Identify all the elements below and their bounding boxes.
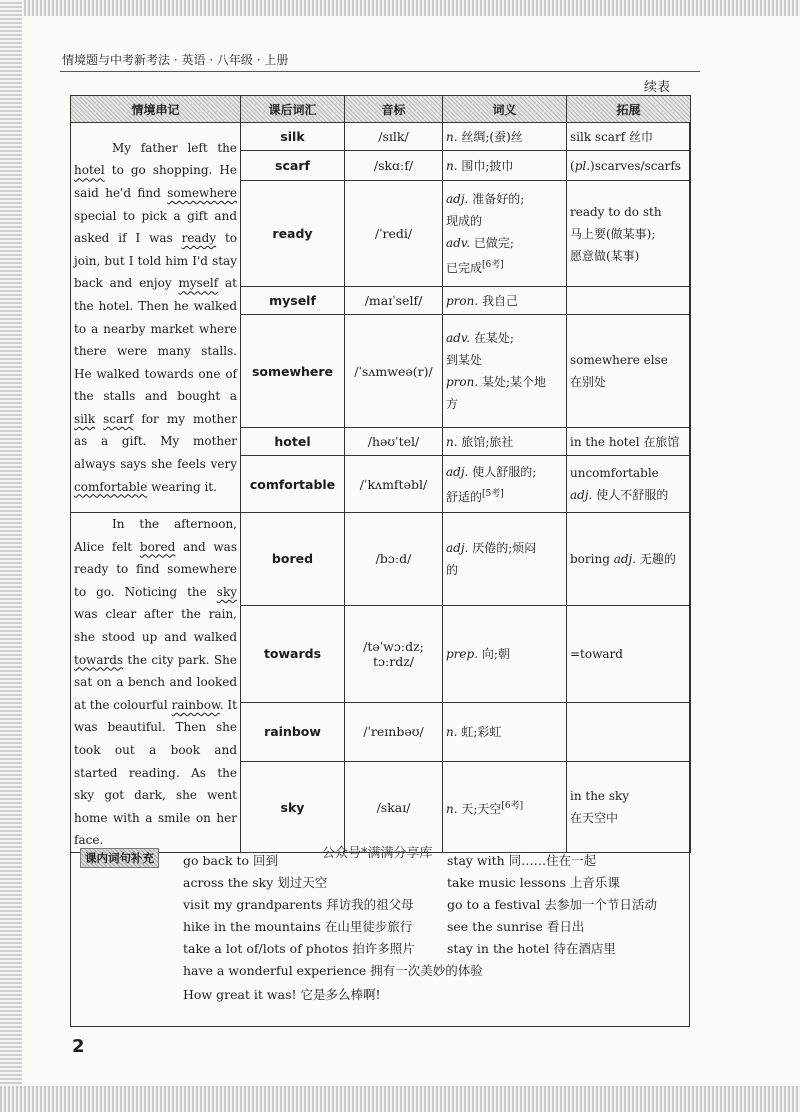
ext-seg: silk scarf 丝巾	[570, 129, 653, 144]
phrase-item: stay with 同……住在一起	[447, 853, 597, 868]
phonetic: /skɑːf/	[345, 151, 443, 181]
ext-seg: 愿意做(某事)	[570, 248, 640, 263]
mean-seg: 已做完;	[470, 236, 514, 250]
mean-line	[446, 210, 563, 232]
extension-cell	[567, 762, 691, 853]
part-of-speech: adj.	[446, 192, 469, 206]
mean-seg: 天;天空	[457, 801, 502, 816]
exam-count: [6考]	[501, 800, 524, 811]
vocab-highlight: somewhere	[167, 185, 237, 200]
vocab-word: sky	[241, 762, 345, 853]
extension-cell	[567, 513, 691, 606]
vocabulary-table	[70, 95, 691, 853]
vocab-word: hotel	[241, 428, 345, 456]
ext-seg: 马上要(做某事);	[570, 226, 656, 241]
ext-seg: in the sky	[570, 789, 630, 804]
mean-line	[446, 188, 563, 210]
phonetic: /maɪˈself/	[345, 287, 443, 315]
phrase-item: take a lot of/lots of photos 拍许多照片	[183, 941, 415, 956]
scene-text	[95, 412, 103, 426]
vocab-word: somewhere	[241, 315, 345, 428]
part-of-speech: adj.	[446, 464, 469, 479]
vocab-highlight: silk	[74, 411, 96, 426]
meaning-cell	[443, 702, 567, 762]
part-of-speech: adj.	[613, 551, 637, 566]
phonetic: /bɔːd/	[345, 513, 443, 606]
ext-line	[570, 462, 687, 484]
scene-paragraph-1	[71, 123, 241, 513]
ext-line	[570, 548, 687, 570]
vocab-word: myself	[241, 287, 345, 315]
meaning-cell	[443, 181, 567, 287]
ext-seg: (	[570, 158, 575, 173]
scene-paragraph-2	[71, 513, 241, 853]
part-of-speech: adj.	[446, 540, 469, 555]
extension-cell	[567, 702, 691, 762]
scan-edge-left	[0, 0, 22, 1112]
mean-line	[446, 483, 563, 508]
ext-line	[570, 201, 687, 223]
phrase-item: hike in the mountains 在山里徒步旅行	[183, 919, 413, 934]
mean-line	[446, 126, 563, 148]
header-vocabulary: 课后词汇	[241, 96, 345, 123]
ext-line	[570, 807, 687, 829]
part-of-speech: n.	[446, 434, 458, 449]
part-of-speech: pl.	[574, 158, 591, 173]
ext-seg: 无趣的	[636, 551, 676, 566]
phonetic: /həʊˈtel/	[345, 428, 443, 456]
mean-line	[446, 461, 563, 483]
scene-text: and was ready to find somewhere to go. Noticing the	[74, 539, 237, 599]
mean-seg: 方	[446, 397, 459, 411]
mean-line	[446, 431, 563, 453]
extension-cell	[567, 181, 691, 287]
table-row	[71, 513, 691, 606]
mean-seg: 我自己	[478, 293, 519, 308]
scene-text: to join, but I told him I'd stay back and enjoy	[74, 231, 237, 291]
mean-line	[446, 155, 563, 177]
meaning-cell	[443, 428, 567, 456]
vocab-word: ready	[241, 181, 345, 287]
mean-seg: 丝绸;(蚕)丝	[457, 129, 523, 144]
mean-seg: 虹;彩虹	[457, 724, 502, 739]
scan-edge-bottom	[0, 1086, 800, 1112]
header-extension: 拓展	[567, 96, 691, 123]
exam-count: [6考]	[482, 260, 504, 270]
ext-line	[570, 245, 687, 267]
phonetic: /sɪlk/	[345, 123, 443, 151]
continued-label: 续表	[644, 80, 671, 95]
phonetic: /ˈkʌmftəbl/	[345, 456, 443, 513]
mean-line	[446, 290, 563, 312]
mean-line	[446, 371, 563, 393]
meaning-cell	[443, 287, 567, 315]
vocab-word: bored	[241, 513, 345, 606]
phrase-item: visit my grandparents 拜访我的祖父母	[183, 897, 414, 912]
mean-seg: 现成的	[446, 214, 483, 228]
supplement-label: 课内词句补充	[80, 848, 159, 868]
mean-seg: 旅馆;旅社	[457, 434, 514, 449]
mean-seg: 围巾;披巾	[457, 158, 514, 173]
vocab-word: comfortable	[241, 456, 345, 513]
mean-line	[446, 232, 563, 254]
vocab-highlight: comfortable	[74, 479, 148, 494]
part-of-speech: n.	[446, 801, 458, 816]
ext-line	[570, 484, 687, 506]
part-of-speech: pron.	[446, 293, 479, 308]
mean-line	[446, 721, 563, 743]
vocab-word: scarf	[241, 151, 345, 181]
phonetic: /ˈredi/	[345, 181, 443, 287]
header-rule	[60, 71, 700, 72]
vocab-word: towards	[241, 605, 345, 702]
header-meaning: 词义	[443, 96, 567, 123]
extension-cell	[567, 605, 691, 702]
mean-line	[446, 254, 563, 279]
meaning-cell	[443, 513, 567, 606]
phrase-item: go to a festival 去参加一个节日活动	[447, 897, 657, 912]
phrase-item: go back to 回到	[183, 853, 279, 868]
mean-seg: 舒适的	[446, 489, 483, 504]
mean-seg: 向;朝	[478, 646, 510, 661]
ext-line	[570, 349, 687, 371]
scan-edge-top	[0, 0, 800, 16]
meaning-cell	[443, 151, 567, 181]
part-of-speech: n.	[446, 129, 458, 144]
ext-line	[570, 126, 687, 148]
running-title: 情境题与中考新考法 · 英语 · 八年级 · 上册	[62, 53, 289, 67]
phonetic: /ˈreɪnbəʊ/	[345, 702, 443, 762]
mean-line	[446, 643, 563, 665]
ext-seg: 使人不舒服的	[592, 488, 669, 502]
mean-seg: 使人舒服的;	[468, 464, 537, 479]
vocab-highlight: towards	[74, 652, 124, 667]
meaning-cell	[443, 456, 567, 513]
scene-text: was clear after the rain, she stood up and walked	[74, 607, 237, 644]
extension-cell	[567, 315, 691, 428]
ext-seg: =toward	[570, 646, 623, 661]
part-of-speech: adv.	[446, 331, 471, 345]
scene-text: to go shopping. He said he'd find	[74, 163, 237, 200]
mean-line	[446, 327, 563, 349]
phrase-item: How great it was! 它是多么棒啊!	[183, 987, 381, 1002]
ext-seg: boring	[570, 551, 614, 566]
scene-text: at the hotel. Then he walked to a nearby market where there were many stalls. He walked towards one of the stalls and bought a	[74, 276, 238, 404]
extension-cell	[567, 123, 691, 151]
ext-seg: 在天空中	[570, 811, 619, 826]
part-of-speech: n.	[446, 724, 458, 739]
table-row	[71, 123, 691, 151]
watermark: 公众号*满满分享库	[322, 846, 433, 861]
mean-line	[446, 559, 563, 581]
mean-seg: 某处;某个地	[478, 375, 547, 389]
part-of-speech: prep.	[446, 646, 479, 661]
ext-seg: ready to do sth	[570, 204, 662, 219]
scene-text: My father left the	[112, 140, 237, 155]
ext-line	[570, 223, 687, 245]
ext-seg: somewhere else	[570, 353, 668, 367]
ext-line	[570, 155, 687, 177]
ext-seg: 在别处	[570, 375, 607, 389]
mean-seg: 的	[446, 562, 459, 577]
ext-seg: in the hotel 在旅馆	[570, 434, 680, 449]
part-of-speech: pron.	[446, 375, 479, 389]
phrase-item: stay in the hotel 待在酒店里	[447, 941, 616, 956]
ext-seg: )scarves/scarfs	[590, 158, 681, 173]
mean-seg: 厌倦的;烦闷	[468, 540, 537, 555]
exam-count: [5考]	[482, 488, 504, 499]
scene-text: for my mother as a gift. My mother always says she feels very	[74, 411, 237, 472]
ext-line	[570, 643, 687, 665]
part-of-speech: n.	[446, 158, 458, 173]
part-of-speech: adv.	[446, 236, 471, 250]
page-number: 2	[72, 1036, 85, 1057]
mean-seg: 在某处;	[470, 331, 514, 345]
ext-line	[570, 785, 687, 807]
extension-cell	[567, 287, 691, 315]
extension-cell	[567, 428, 691, 456]
scene-text: In the afternoon, Alice felt	[74, 517, 237, 554]
phrase-item: take music lessons 上音乐课	[447, 875, 620, 890]
ext-seg: uncomfortable	[570, 466, 659, 480]
vocab-highlight: sky	[216, 584, 237, 599]
mean-line	[446, 349, 563, 371]
mean-seg: 已完成	[446, 261, 483, 275]
scene-text: the city park. She sat on a bench and looked at the colourful	[74, 652, 237, 712]
part-of-speech: adj.	[570, 488, 593, 502]
extension-cell	[567, 151, 691, 181]
vocab-highlight: hotel	[74, 163, 105, 178]
phrase-item: have a wonderful experience 拥有一次美妙的体验	[183, 963, 483, 978]
mean-line	[446, 393, 563, 415]
scene-text: wearing it.	[147, 479, 217, 494]
phrase-item: see the sunrise 看日出	[447, 919, 585, 934]
ext-line	[570, 371, 687, 393]
vocab-highlight: myself	[178, 276, 219, 291]
scene-text: special to pick a gift and asked if I was	[74, 208, 237, 246]
extension-cell	[567, 456, 691, 513]
meaning-cell	[443, 123, 567, 151]
ext-line	[570, 431, 687, 453]
vocab-highlight: rainbow	[171, 697, 220, 712]
scene-text: . It was beautiful. Then she took out a book and started reading. As the sky got dark, she went home with a smile on her face.	[74, 697, 237, 848]
vocab-word: rainbow	[241, 702, 345, 762]
meaning-cell	[443, 315, 567, 428]
vocab-highlight: ready	[181, 231, 217, 246]
mean-seg: 准备好的;	[468, 192, 525, 206]
mean-line	[446, 795, 563, 820]
table-header-row	[71, 96, 691, 123]
header-scene: 情境串记	[71, 96, 241, 123]
vocab-highlight: scarf	[103, 411, 134, 426]
phrase-item: across the sky 划过天空	[183, 875, 328, 890]
header-phonetic: 音标	[345, 96, 443, 123]
vocab-word: silk	[241, 123, 345, 151]
mean-line	[446, 537, 563, 559]
meaning-cell	[443, 605, 567, 702]
mean-seg: 到某处	[446, 353, 483, 367]
phonetic: /skaɪ/	[345, 762, 443, 853]
phonetic: /ˈsʌmweə(r)/	[345, 315, 443, 428]
vocab-highlight: bored	[139, 539, 176, 554]
meaning-cell	[443, 762, 567, 853]
phonetic: /təˈwɔːdz; tɔːrdz/	[345, 605, 443, 702]
